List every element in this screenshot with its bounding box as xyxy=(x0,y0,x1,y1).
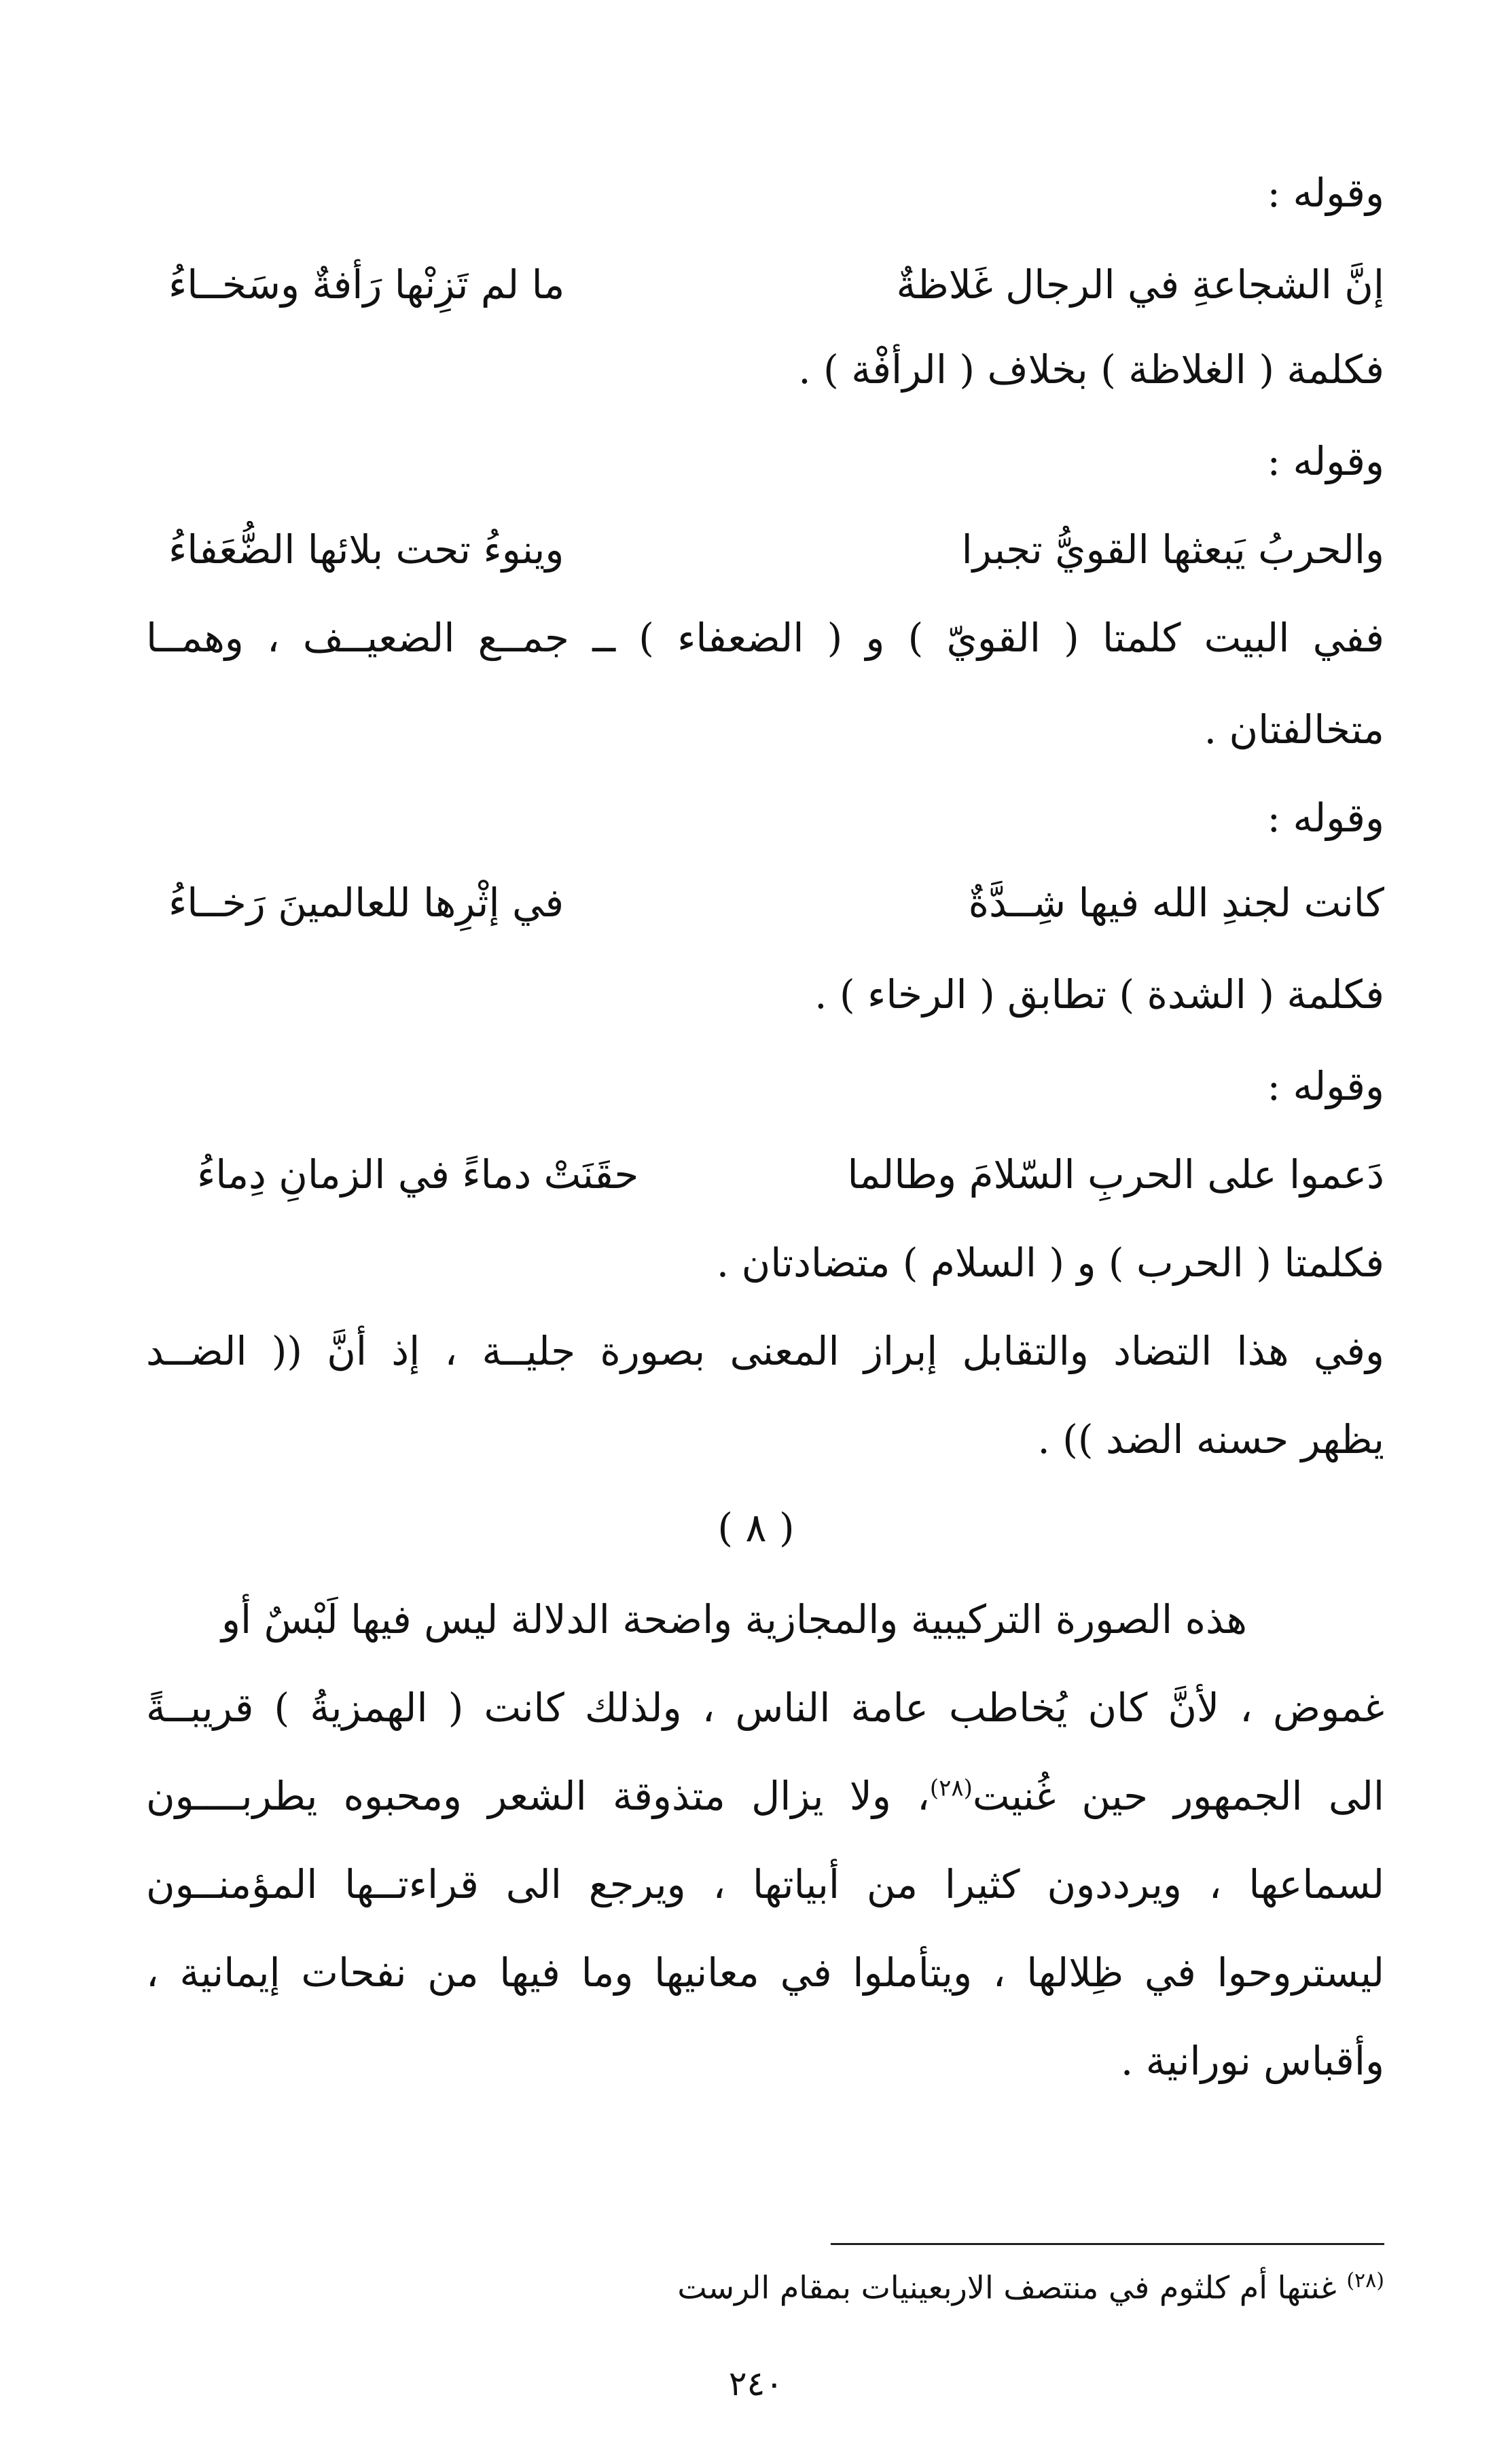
paragraph-line: فكلمة ( الشدة ) تطابق ( الرخاء ) . xyxy=(814,971,1384,1018)
verse-hemistich: كانت لجندِ الله فيها شِــدَّةٌ xyxy=(968,880,1384,926)
paragraph-line: وأقباس نورانية . xyxy=(1120,2038,1384,2084)
footnote-marker: (٢٨) xyxy=(1346,2269,1384,2293)
footnote-reference[interactable]: (٢٨) xyxy=(929,1774,973,1802)
verse-hemistich: دَعموا على الحربِ السّلامَ وطالما xyxy=(847,1151,1384,1198)
paragraph-line: فكلمتا ( الحرب ) و ( السلام ) متضادتان . xyxy=(716,1240,1384,1286)
footnote xyxy=(677,2269,1384,2306)
intro-line: وقوله : xyxy=(1267,170,1384,216)
paragraph-line: ففي البيت كلمتا ( القويّ ) و ( الضعفاء ) ــ جمــع الضعيــف ، وهمــا xyxy=(146,615,1384,661)
paragraph-text: ، ولا يزال متذوقة الشعر ومحبوه يطربــــون xyxy=(146,1773,930,1819)
page-number: ٢٤٠ xyxy=(728,2364,784,2403)
paragraph-line: ليستروحوا في ظِلالها ، ويتأملوا في معانيها وما فيها من نفحات إيمانية ، xyxy=(146,1950,1384,1996)
paragraph-line xyxy=(146,1773,1384,1820)
intro-line: وقوله : xyxy=(1267,1063,1384,1109)
paragraph-line: فكلمة ( الغلاظة ) بخلاف ( الرأفْة ) . xyxy=(798,346,1384,393)
footnote-separator xyxy=(831,2243,1384,2245)
intro-line: وقوله : xyxy=(1267,438,1384,484)
verse-hemistich: والحربُ يَبعثها القويُّ تجبرا xyxy=(961,526,1384,573)
intro-line: وقوله : xyxy=(1267,795,1384,841)
paragraph-line: يظهر حسنه الضد )) . xyxy=(1037,1416,1384,1463)
verse-hemistich: وينوءُ تحت بلائها الضُّعَفاءُ xyxy=(168,526,564,573)
paragraph-line: غموض ، لأنَّ كان يُخاطب عامة الناس ، ولذلك كانت ( الهمزيةُ ) قريبــةً xyxy=(146,1685,1384,1731)
section-number: ( ٨ ) xyxy=(717,1505,795,1551)
paragraph-line: وفي هذا التضاد والتقابل إبراز المعنى بصورة جليــة ، إذ أنَّ (( الضــد xyxy=(146,1328,1384,1374)
verse-hemistich: في إثْرِها للعالمينَ رَخــاءُ xyxy=(168,880,564,926)
verse-hemistich: إنَّ الشجاعةِ في الرجال غَلاظةٌ xyxy=(896,262,1384,308)
paragraph-text: الى الجمهور حين غُنيت xyxy=(972,1773,1385,1819)
verse-hemistich: حقَنَتْ دماءً في الزمانِ دِماءُ xyxy=(197,1151,639,1198)
paragraph-line: هذه الصورة التركيبية والمجازية واضحة الدلالة ليس فيها لَبْسٌ أو xyxy=(221,1596,1247,1643)
paragraph-line: متخالفتان . xyxy=(1204,706,1384,753)
footnote-text: غنتها أم كلثوم في منتصف الاربعينيات بمقام الرست xyxy=(677,2269,1337,2306)
verse-hemistich: ما لم تَزِنْها رَأفةٌ وسَخــاءُ xyxy=(168,262,565,308)
paragraph-line: لسماعها ، ويرددون كثيرا من أبياتها ، ويرجع الى قراءتــها المؤمنــون xyxy=(146,1861,1384,1907)
